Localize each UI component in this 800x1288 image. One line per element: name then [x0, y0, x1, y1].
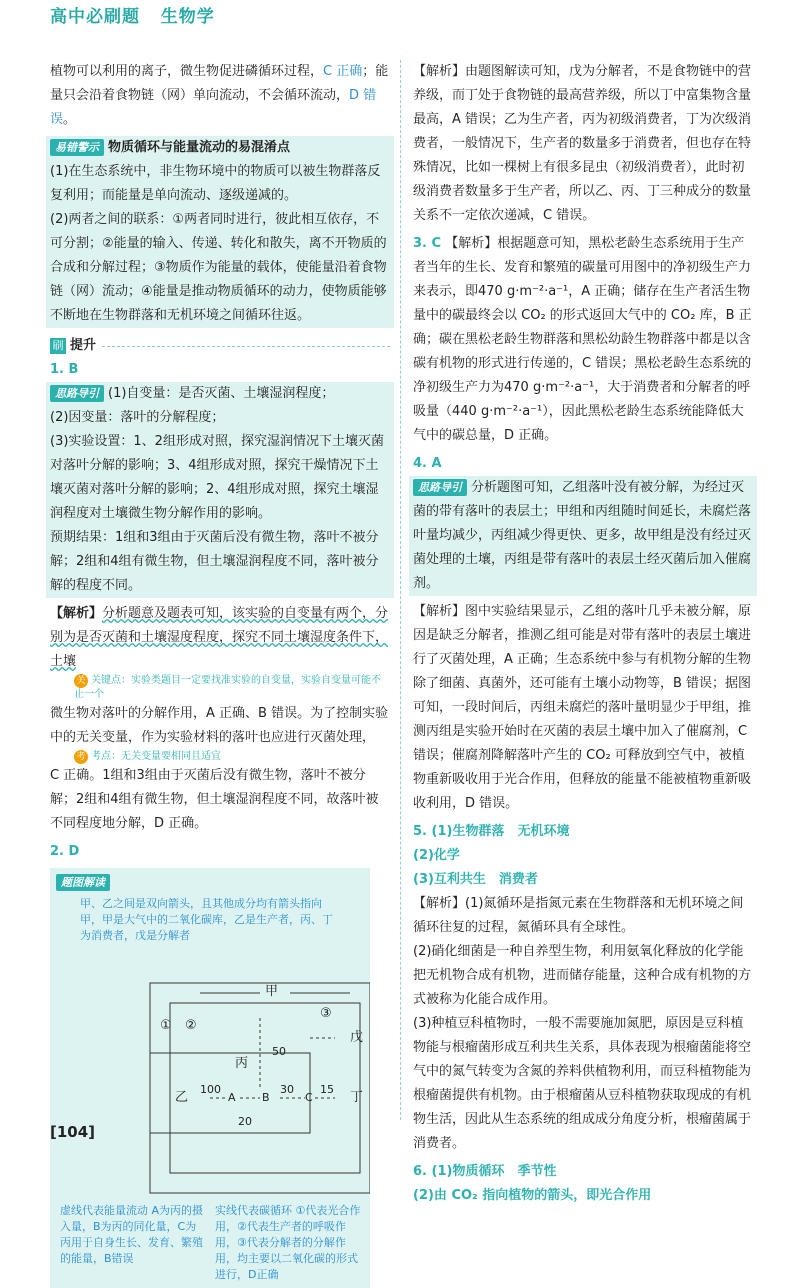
intro-text: 植物可以利用的离子，微生物促进磷循环过程，C 正确；能量只会沿着食物链（网）单向流动，不会循环流动，D 错误。 — [50, 64, 389, 127]
q5-answer-2: (2)化学 — [413, 848, 460, 863]
note-exam: 考 考点：无关变量要相同且适宜 — [50, 750, 390, 764]
guide-tag: 思路导引 — [50, 385, 104, 402]
node-a: A — [228, 1091, 236, 1104]
analysis-4: 【解析】图中实验结果显示，乙组的落叶几乎未被分解，原因是缺乏分解者，推测乙组可能是对带有落叶的表层土壤进行了灭菌处理，A 正确；生态系统中参与有机物分解的生物除了细菌、真菌外，还可能有土壤小动物等，B 错误；据图可知，一段时间后，丙组未腐烂的落叶量明显少于甲组，推测丙组是实验开始时在灭菌的表层土壤中加入了催腐剂，C 错误；催腐剂降解落叶产生的 CO₂ 可释放到空气中，被植物重新吸收用于光合作用，但释放的能量不能被植物重新吸收利用，D 错误。 — [413, 604, 752, 811]
analysis-2: 【解析】由题图解读可知，戊为分解者，不是食物链中的营养级，而丁处于食物链的最高营养级，所以丁中富集物含量最高，A 错误；乙为生产者，丙为初级消费者，丁为次级消费者，一般情况下，生产者的数量多于消费者，但也存在特殊情况，比如一棵树上有很多昆虫（初级消费者），此时初级消费者数量多于生产者，所以乙、丙、丁三种成分的数量关系不一定依次递减，C 错误。 — [413, 64, 752, 223]
label-3: ③ — [320, 1006, 332, 1021]
analysis-5a: 【解析】(1)氮循环是指氮元素在生物群落和无机环境之间循环往复的过程，氮循环具有全球性。 — [413, 896, 744, 935]
analysis-5c: (3)种植豆科植物时，一般不需要施加氮肥，原因是豆科植物能与根瘤菌形成互利共生关系，具体表现为根瘤菌能将空气中的氮气转变为含氮的养料供植物利用，而豆科植物能为根瘤菌提供有机物。由于根瘤菌从豆科植物获取现成的有机物生活，因此从生态系统的组成成分角度分析，根瘤菌属于消费者。 — [413, 1016, 752, 1151]
subject-title: 生物学 — [160, 7, 215, 27]
diagram-box — [50, 868, 370, 1288]
analysis-1c: C 正确。1组和3组由于灭菌后没有微生物，落叶不被分解；2组和4组有微生物，但土壤湿润程度不同，故落叶被不同程度地分解，D 正确。 — [50, 768, 379, 831]
q5-answer-1: 5. (1)生物群落 无机环境 — [413, 824, 570, 839]
right-column — [413, 60, 753, 1208]
node-c: C — [305, 1091, 313, 1104]
analysis-1a: 【解析】分析题意及题表可知，该实验的自变量有两个，分别为是否灭菌和土壤湿度程度，探究不同土壤湿度条件下，土壤 — [50, 606, 389, 669]
page-header — [50, 5, 215, 29]
section-icon: 刷 — [50, 338, 66, 354]
q3-block: 3. C 【解析】根据题意可知，黑松老龄生态系统用于生产者当年的生长、发育和繁殖的碳量可用图中的净初级生产力来表示，即470 g·m⁻²·a⁻¹，A 正确；储存在生产者活生物量中的碳最终会以 CO₂ 的形式返回大气中的 CO₂ 库，B 正确；碳在黑松老龄生物群落和黑松幼龄生物群落中都是以含碳有机物的形式进行传递的，C 错误；黑松老龄生态系统的净初级生产力为470 g·m⁻²·a⁻¹，大于消费者和分解者的呼吸量（440 g·m⁻²·a⁻¹），因此黑松老龄生态系统能降低大气中的碳总量，D 正确。 — [413, 236, 752, 443]
mistake-box — [46, 136, 394, 328]
diagram-note-carbon: 实线代表碳循环 ①代表光合作用，②代表生产者的呼吸作用，③代表分解者的分解作用，均主要以二氧化碳的形式进行，D正确 — [215, 1204, 361, 1281]
node-ding: 丁 — [350, 1090, 364, 1105]
value-15: 15 — [320, 1083, 334, 1096]
mistake-tag: 易错警示 — [50, 139, 104, 156]
node-wu: 戊 — [350, 1030, 364, 1045]
value-100: 100 — [200, 1083, 221, 1096]
q1-answer: 1. B — [50, 362, 79, 377]
guide-box-1: 思路导引 (1)自变量：是否灭菌、土壤湿润程度； (2)因变量：落叶的分解程度； (3)实验设置：1、2组形成对照，探究湿润情况下土壤灭菌对落叶分解的影响；3、4组形成对照，探究干燥情况下土壤灭菌对落叶分解的影响；2、4组形成对照，探究土壤湿润程度对土壤微生物分解作用的影响。 预期结果：1组和3组由于灭菌后没有微生物，落叶不被分解；2组和4组有微生物，但土壤湿润程度不同，落叶被分解的程度不同。 — [46, 382, 394, 598]
q6-answer-2: (2)由 CO₂ 指向植物的箭头，即光合作用 — [413, 1188, 652, 1203]
section-heading: 刷 提升 — [50, 334, 390, 358]
node-yi: 乙 — [175, 1090, 189, 1105]
node-b: B — [262, 1091, 270, 1104]
guide-box-4: 思路导引 分析题图可知，乙组落叶没有被分解，为经过灭菌的带有落叶的表层土；甲组和丙组随时间延长，未腐烂落叶量均减少，丙组减少得更快、更多，故甲组是没有经过灭菌处理的土壤，丙组是带有落叶的表层土经灭菌后加入催腐剂。 — [409, 476, 757, 596]
column-divider — [400, 60, 401, 1120]
left-column — [50, 60, 390, 1288]
mistake-title: 物质循环与能量流动的易混淆点 — [108, 140, 291, 155]
q6-answer-1: 6. (1)物质循环 季节性 — [413, 1164, 557, 1179]
page-number: [104] — [50, 1123, 96, 1141]
q4-answer: 4. A — [413, 456, 442, 471]
value-30: 30 — [280, 1083, 294, 1096]
diagram-note-top: 甲、乙之间是双向箭头，且其他成分均有箭头指向甲，甲是大气中的二氧化碳库，乙是生产者，丙、丁为消费者，戊是分解者 — [80, 897, 333, 942]
label-2: ② — [185, 1018, 197, 1033]
node-jia: 甲 — [265, 984, 279, 999]
diagram-note-energy: 虚线代表能量流动 A为丙的摄入量，B为丙的同化量，C为丙用于自身生长、发育、繁殖的能量，B错误 — [60, 1204, 204, 1265]
analysis-1b: 微生物对落叶的分解作用，A 正确、B 错误。为了控制实验中的无关变量，作为实验材料的落叶也应进行灭菌处理， — [50, 706, 389, 745]
analysis-5b: (2)硝化细菌是一种自养型生物，利用氨氧化释放的化学能把无机物合成有机物，进而储存能量，这种合成有机物的方式被称为化能合成作用。 — [413, 944, 752, 1007]
value-20: 20 — [238, 1115, 252, 1128]
note-key: 关 关键点：实验类题目一定要找准实验的自变量，实验自变量可能不止一个 — [74, 675, 381, 700]
node-bing: 丙 — [235, 1056, 249, 1071]
book-title: 高中必刷题 — [50, 7, 140, 27]
q5-answer-3: (3)互利共生 消费者 — [413, 872, 538, 887]
mistake-p1: (1)在生态系统中，非生物环境中的物质可以被生物群落反复利用；而能量是单向流动、逐级递减的。 — [50, 164, 381, 203]
label-1: ① — [160, 1018, 172, 1033]
value-50: 50 — [272, 1045, 286, 1058]
q2-answer: 2. D — [50, 844, 80, 859]
mistake-p2: (2)两者之间的联系：①两者同时进行，彼此相互依存，不可分割；②能量的输入、传递、转化和散失，离不开物质的合成和分解过程；③物质作为能量的载体，使能量沿着食物链（网）流动；④能量是推动物质循环的动力，使物质能够不断地在生物群落和无机环境之间循环往返。 — [50, 212, 387, 323]
diagram-tag: 题图解读 — [56, 874, 110, 891]
